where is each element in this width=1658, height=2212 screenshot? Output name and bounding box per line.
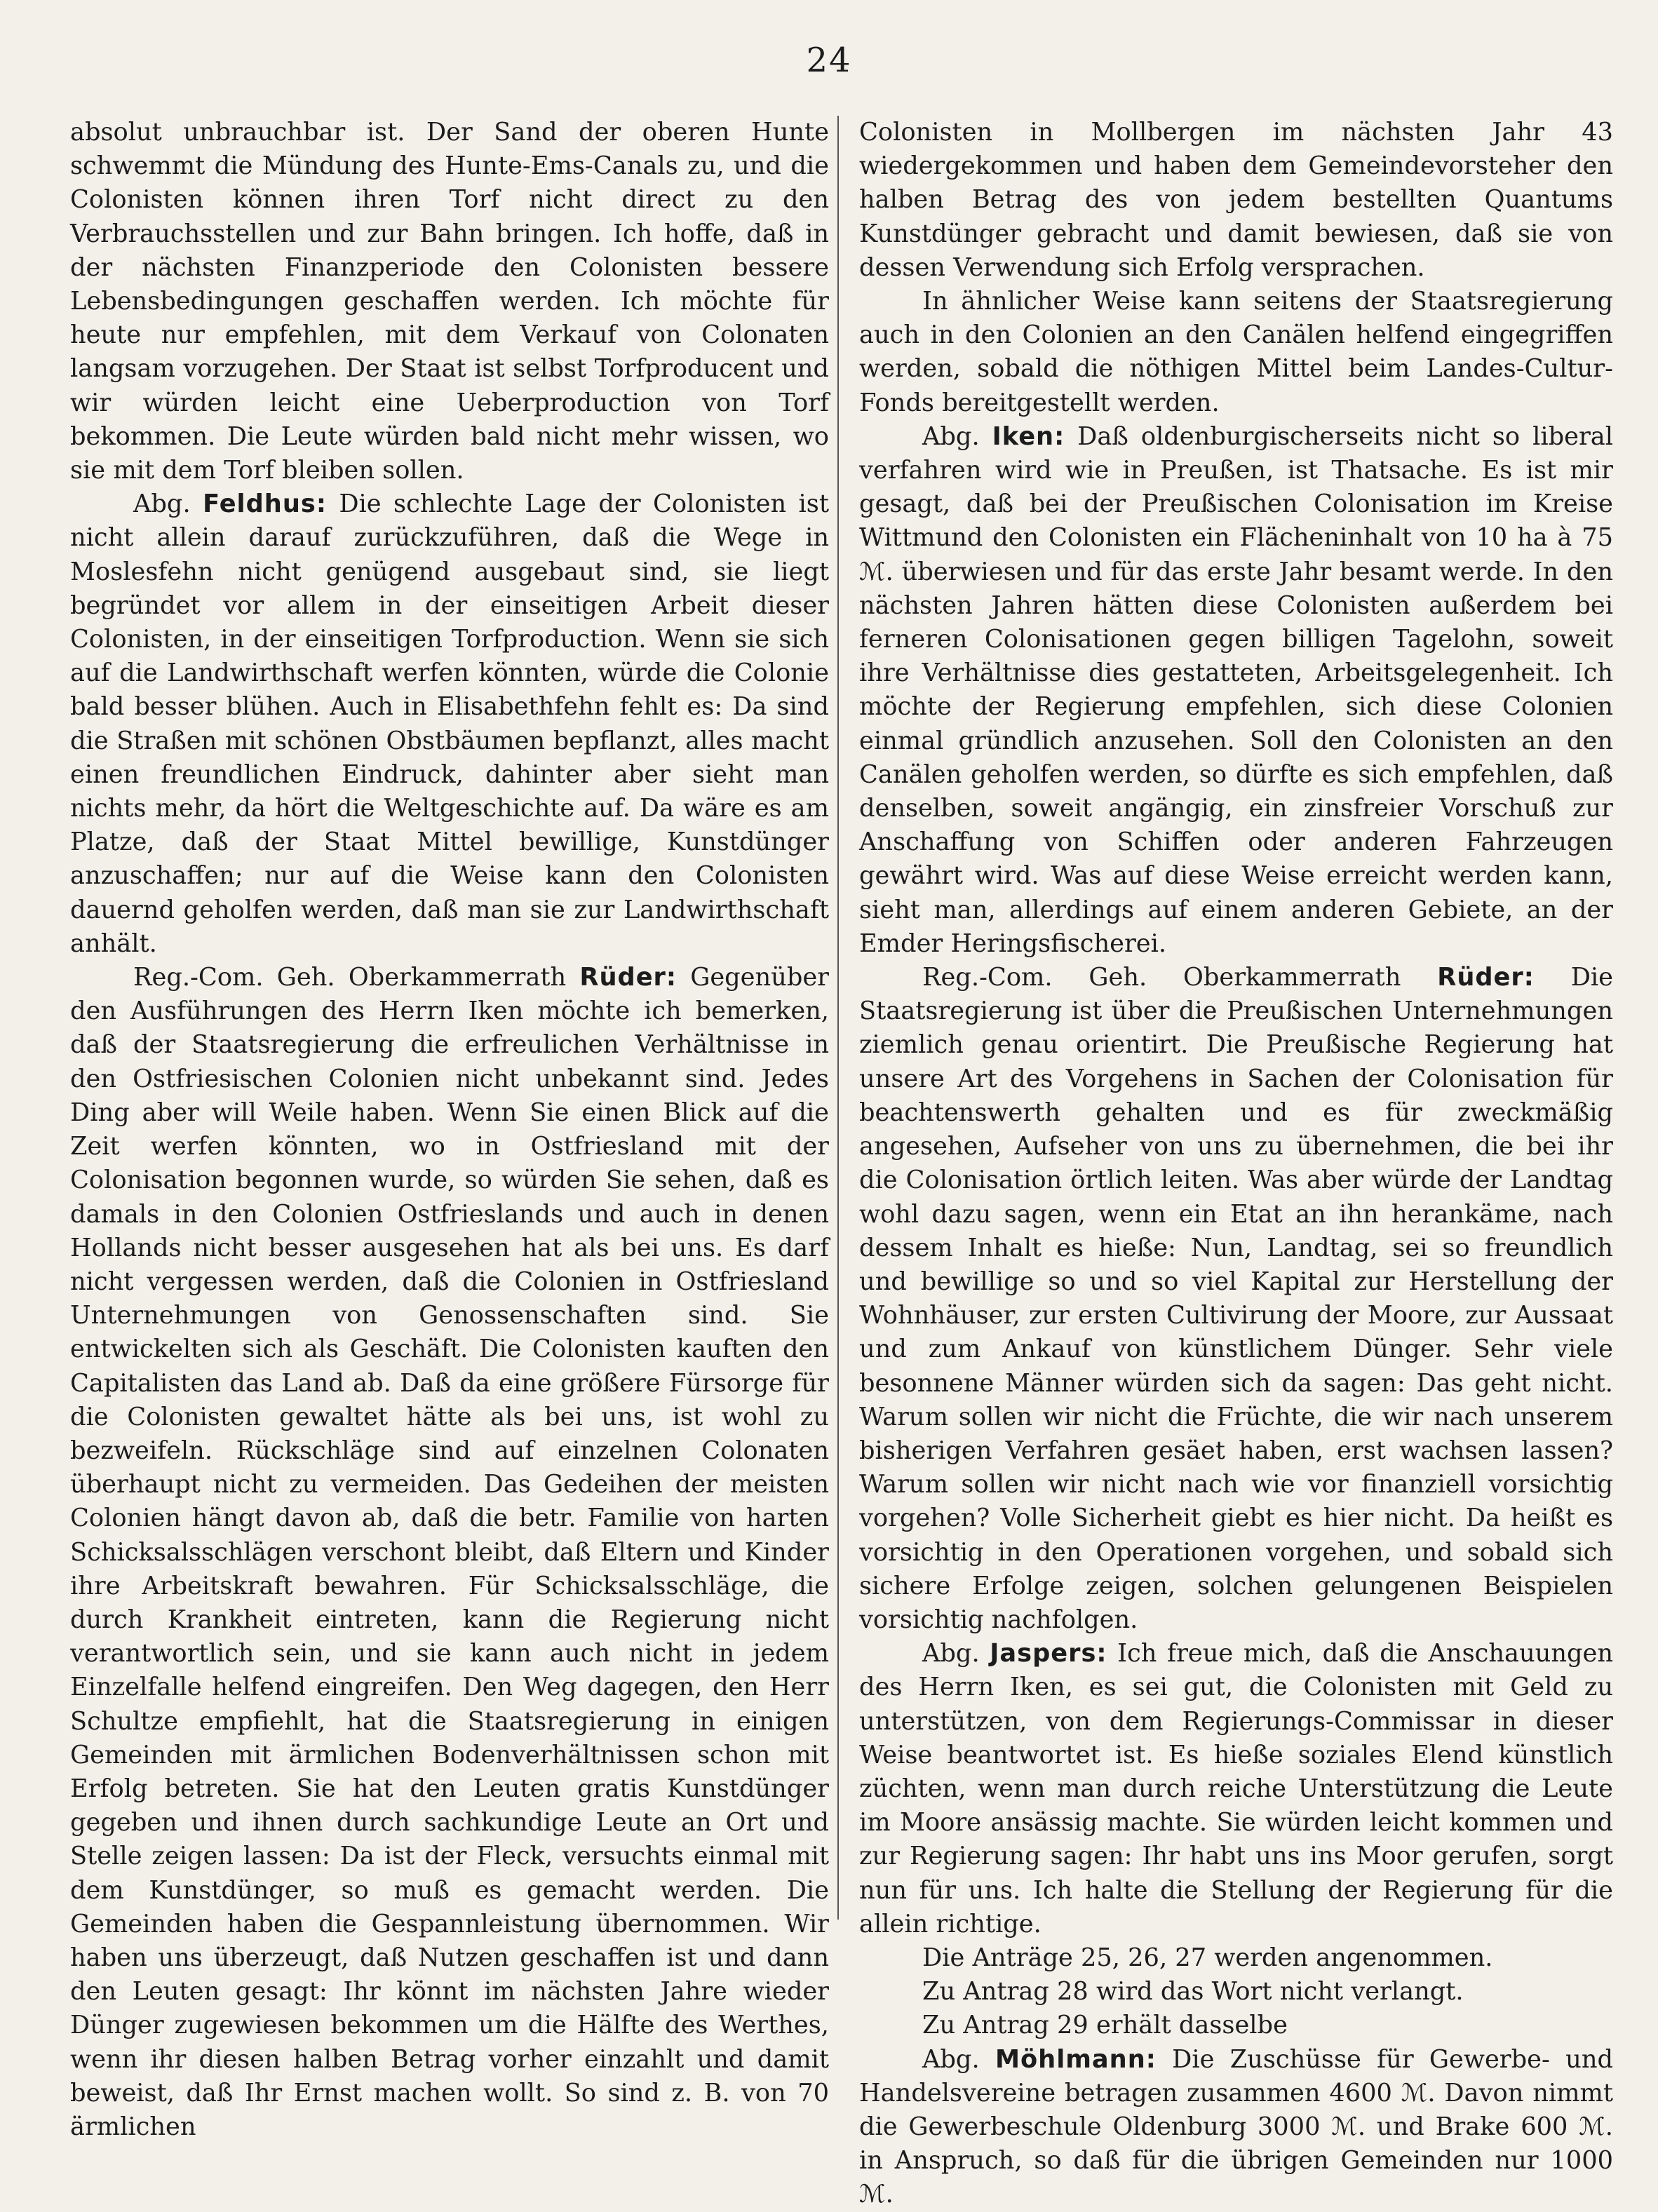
page-number: 24 [806, 41, 852, 80]
speaker-prefix: Reg.-Com. Geh. Oberkammerrath [922, 963, 1401, 992]
speaker-name: Möhlmann: [995, 2044, 1157, 2074]
right-column [859, 116, 1613, 2212]
speaker-prefix: Abg. [133, 490, 191, 519]
paragraph: Die Anträge 25, 26, 27 werden angenommen. [922, 1943, 1493, 1972]
paragraph [70, 487, 829, 961]
paragraph: absolut unbrauchbar ist. Der Sand der oberen Hunte schwemmt die Mündung des Hunte-Ems-Canals zu, und die Colonisten können ihren Torf nicht direct zu den Verbrauchsstellen und zur Bahn bringen. Ich hoffe, daß in der nächsten Finanzperiode den Colonisten bessere Lebensbedingungen geschaffen werden. Ich möchte für heute nur empfehlen, mit dem Verkauf von Colonaten langsam vorzugehen. Der Staat ist selbst Torfproducent und wir würden leicht eine Ueberproduction von Torf bekommen. Die Leute würden bald nicht mehr wissen, wo sie mit dem Torf bleiben sollen. [70, 118, 829, 485]
speech-text: Ich freue mich, daß die Anschauungen des Herrn Iken, es sei gut, die Colonisten mit Geld zu unterstützen, von dem Regierungs-Commissar in dieser Weise beantwortet ist. Es hieße soziales Elend künstlich züchten, wenn man durch reiche Unterstützung die Leute im Moore ansässig machte. Sie würden leicht kommen und zur Regierung sagen: Ihr habt uns ins Moor gerufen, sorgt nun für uns. Ich halte die Stellung der Regierung für die allein richtige. [859, 1639, 1613, 1938]
speaker-prefix: Abg. [922, 2044, 980, 2074]
paragraph [70, 961, 829, 2144]
speaker-prefix: Abg. [922, 1639, 980, 1668]
speaker-name: Iken: [992, 422, 1065, 451]
paragraph [859, 2043, 1613, 2212]
speaker-name: Feldhus: [203, 490, 327, 519]
paragraph: In ähnlicher Weise kann seitens der Staatsregierung auch in den Colonien an den Canälen helfend eingegriffen werden, sobald die nöthigen Mittel beim Landes-Cultur-Fonds bereitgestellt werden. [859, 287, 1613, 417]
speaker-name: Rüder: [579, 963, 677, 992]
speaker-prefix: Reg.-Com. Geh. Oberkammerrath [133, 963, 567, 992]
column-divider [837, 116, 839, 1920]
speech-text: Die schlechte Lage der Colonisten ist nicht allein darauf zurückzuführen, daß die Wege in Moslesfehn nicht genügend ausgebaut sind, sie liegt begründet vor allem in der einseitigen Arbeit dieser Colonisten, in der einseitigen Torfproduction. Wenn sie sich auf die Landwirthschaft werfen könnten, würde die Colonie bald besser blühen. Auch in Elisabethfehn fehlt es: Da sind die Straßen mit schönen Obstbäumen bepflanzt, alles macht einen freundlichen Eindruck, dahinter aber sieht man nichts mehr, da hört die Weltgeschichte auf. Da wäre es am Platze, daß der Staat Mittel bewillige, Kunstdünger anzuschaffen; nur auf die Weise kann den Colonisten dauernd geholfen werden, daß man sie zur Landwirthschaft anhält. [70, 490, 830, 958]
paragraph: Colonisten in Mollbergen im nächsten Jahr 43 wiedergekommen und haben dem Gemeindevorsteher den halben Betrag des von jedem bestellten Quantums Kunstdünger gebracht und damit bewiesen, daß sie von dessen Verwendung sich Erfolg versprachen. [859, 118, 1613, 282]
speech-text: Die Zuschüsse für Gewerbe- und Handelsvereine betragen zusammen 4600 ℳ. Davon nimmt die Gewerbeschule Oldenburg 3000 ℳ. und Brake 600 ℳ. in Anspruch, so daß für die übrigen Gemeinden nur 1000 ℳ. [859, 2044, 1614, 2209]
paragraph: Zu Antrag 28 wird das Wort nicht verlangt. [922, 1977, 1464, 2007]
speech-text: Gegenüber den Ausführungen des Herrn Iken möchte ich bemerken, daß der Staatsregierung die erfreulichen Verhältnisse in den Ostfriesischen Colonien nicht unbekannt sind. Jedes Ding aber will Weile haben. Wenn Sie einen Blick auf die Zeit werfen könnten, wo in Ostfriesland mit der Colonisation begonnen wurde, so würden Sie sehen, daß es damals in den Colonien Ostfrieslands und auch in denen Hollands nicht besser ausgesehen hat als bei uns. Es darf nicht vergessen werden, daß die Colonien in Ostfriesland Unternehmungen von Genossenschaften sind. Sie entwickelten sich als Geschäft. Die Colonisten kauften den Capitalisten das Land ab. Daß da eine größere Fürsorge für die Colonisten gewaltet hätte als bei uns, ist wohl zu bezweifeln. Rückschläge sind auf einzelnen Colonaten überhaupt nicht zu vermeiden. Das Gedeihen der meisten Colonien hängt davon ab, daß die betr. Familie von harten Schicksalsschlägen verschont bleibt, daß Eltern und Kinder ihre Arbeitskraft bewahren. Für Schicksalsschläge, die durch Krankheit eintreten, kann die Regierung nicht verantwortlich sein, und sie kann auch nicht in jedem Einzelfalle helfend eingreifen. Den Weg dagegen, den Herr Schultze empfiehlt, hat die Staatsregierung in einigen Gemeinden mit ärmlichen Bodenverhältnissen schon mit Erfolg betreten. Sie hat den Leuten gratis Kunstdünger gegeben und ihnen durch sachkundige Leute an Ort und Stelle zeigen lassen: Da ist der Fleck, versuchts einmal mit dem Kunstdünger, so muß es gemacht werden. Die Gemeinden haben die Gespannleistung übernommen. Wir haben uns überzeugt, daß Nutzen geschaffen ist und dann den Leuten gesagt: Ihr könnt im nächsten Jahre wieder Dünger zugewiesen bekommen um die Hälfte des Werthes, wenn ihr diesen halben Betrag vorher einzahlt und damit beweist, daß Ihr Ernst machen wollt. So sind z. B. von 70 ärmlichen [70, 963, 829, 2141]
paragraph: Zu Antrag 29 erhält dasselbe [922, 2011, 1288, 2040]
speaker-name: Rüder: [1437, 963, 1535, 992]
paragraph [859, 961, 1613, 1637]
speaker-prefix: Abg. [922, 422, 980, 451]
left-column [70, 116, 829, 2144]
paragraph [859, 420, 1613, 961]
speech-text: Daß oldenburgischerseits nicht so liberal verfahren wird wie in Preußen, ist Thatsache. Es ist mir gesagt, daß bei der Preußischen Colonisation im Kreise Wittmund den Colonisten ein Flächeninhalt von 10 ha à 75 ℳ. überwiesen und für das erste Jahr besamt werde. In den nächsten Jahren hätten diese Colonisten außerdem bei ferneren Colonisationen gegen billigen Tagelohn, soweit ihre Verhältnisse dies gestatteten, Arbeitsgelegenheit. Ich möchte der Regierung empfehlen, sich diese Colonien einmal gründlich anzusehen. Soll den Colonisten an den Canälen geholfen werden, so dürfte es sich empfehlen, daß denselben, soweit angängig, ein zinsfreier Vorschuß zur Anschaffung von Schiffen oder anderen Fahrzeugen gewährt wird. Was auf diese Weise erreicht werden kann, sieht man, allerdings auf einem anderen Gebiete, an der Emder Heringsfischerei. [859, 422, 1614, 958]
speaker-name: Jaspers: [990, 1639, 1107, 1668]
speech-text: Die Staatsregierung ist über die Preußischen Unternehmungen ziemlich genau orientirt. Die Preußische Regierung hat unsere Art des Vorgehens in Sachen der Colonisation für beachtenswerth gehalten und es für zweckmäßig angesehen, Aufseher von uns zu übernehmen, die bei ihr die Colonisation örtlich leiten. Was aber würde der Landtag wohl dazu sagen, wenn ein Etat an ihn herankäme, nach dessem Inhalt es hieße: Nun, Landtag, sei so freundlich und bewillige so und so viel Kapital zur Herstellung der Wohnhäuser, zur ersten Cultivirung der Moore, zur Aussaat und zum Ankauf von künstlichem Dünger. Sehr viele besonnene Männer würden sich da sagen: Das geht nicht. Warum sollen wir nicht die Früchte, die wir nach unserem bisherigen Verfahren gesäet haben, erst wachsen lassen? Warum sollen wir nicht nach wie vor finanziell vorsichtig vorgehen? Volle Sicherheit giebt es hier nicht. Da heißt es vorsichtig in den Operationen vorgehen, und sobald sich sichere Erfolge zeigen, solchen gelungenen Beispielen vorsichtig nachfolgen. [859, 963, 1613, 1634]
paragraph [859, 1637, 1613, 1941]
